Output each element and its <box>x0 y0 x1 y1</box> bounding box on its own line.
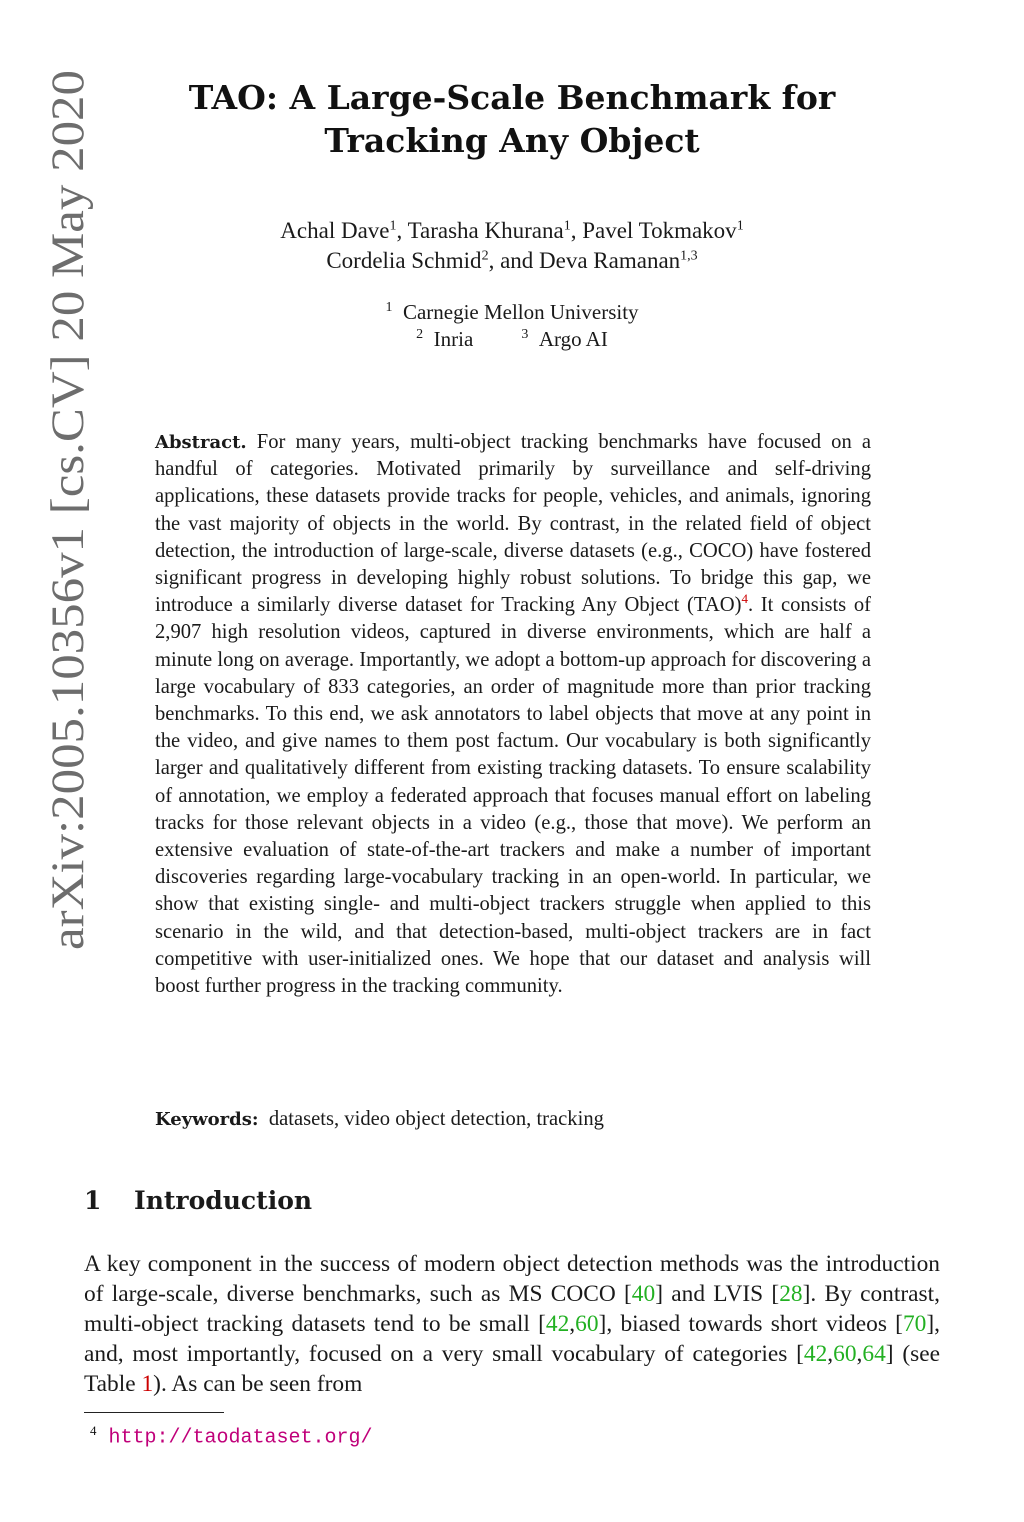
keywords-label: Keywords: <box>155 1109 259 1130</box>
author-name: Achal Dave <box>280 218 390 243</box>
citation-link[interactable]: 60 <box>833 1341 857 1367</box>
authors-line-2 <box>100 246 924 276</box>
author-name: , Tarasha Khurana <box>396 218 564 243</box>
arxiv-stamp-text: arXiv:2005.10356v1 [cs.CV] 20 May 2020 <box>42 138 94 950</box>
intro-text: ], and, most importantly, focused on a very small vocabulary of categories [ <box>84 1311 941 1367</box>
abstract <box>155 429 871 1000</box>
affiliations <box>100 299 924 353</box>
arxiv-stamp <box>8 60 108 960</box>
affiliation-argo: Argo AI <box>538 327 608 351</box>
author-affil-sup: 1 <box>736 218 744 234</box>
section-number: 1 <box>84 1186 102 1215</box>
table-ref-link[interactable]: 1 <box>141 1371 154 1397</box>
citation-link[interactable]: 60 <box>575 1311 599 1337</box>
abstract-label: Abstract. <box>155 432 247 453</box>
affil-sup: 3 <box>521 327 529 342</box>
intro-text: ). As can be seen from <box>153 1371 363 1397</box>
footnote-url-link[interactable]: http://taodataset.org/ <box>108 1426 373 1450</box>
footnote-mark: 4 <box>90 1423 97 1438</box>
author-affil-sup: 1,3 <box>680 248 698 264</box>
affiliation-line-1 <box>100 299 924 326</box>
author-name: , Pavel Tokmakov <box>570 218 737 243</box>
intro-text: ], biased towards short videos [ <box>598 1311 903 1337</box>
authors-line-1 <box>100 216 924 246</box>
footnote <box>90 1418 373 1452</box>
paper-title <box>100 76 924 162</box>
intro-text: , <box>827 1341 834 1367</box>
title-line-2: Tracking Any Object <box>324 121 700 160</box>
footnote-rule <box>84 1412 224 1413</box>
section-title: Introduction <box>134 1186 313 1215</box>
intro-text: ]. By contrast, multi-object tracking datasets tend to be small [ <box>84 1281 940 1337</box>
intro-text: , <box>856 1341 863 1367</box>
intro-text: , <box>569 1311 576 1337</box>
citation-link[interactable]: 64 <box>862 1341 886 1367</box>
intro-text: A key component in the success of modern object detection methods was the introduction of large-scale, diverse benchmarks, such as MS COCO [ <box>84 1251 940 1307</box>
section-heading <box>84 1184 312 1218</box>
author-affil-sup: 1 <box>389 218 397 234</box>
author-affil-sup: 2 <box>481 248 489 264</box>
title-line-1: TAO: A Large-Scale Benchmark for <box>188 78 836 117</box>
author-affil-sup: 1 <box>563 218 571 234</box>
abstract-text-cont: . It consists of 2,907 high resolution videos, captured in diverse environments, which are half a minute long on average. Importantly, we adopt a bottom-up approach for discovering a large vocabulary of 833 categories, an order of magnitude more than prior tracking benchmarks. To this end, we ask annotators to label objects that move at any point in the video, and give names to them post factum. Our vocabulary is both significantly larger and qualitatively different from existing tracking datasets. To ensure scalability of annotation, we employ a federated approach that focuses manual effort on labeling tracks for those relevant objects in a video (e.g., those that move). We perform an extensive evaluation of state-of-the-art trackers and make a number of important discoveries regarding large-vocabulary tracking in an open-world. In particular, we show that existing single- and multi-object trackers struggle when applied to this scenario in the wild, and that detection-based, multi-object trackers are in fact competitive with user-initialized ones. We hope that our dataset and analysis will boost further progress in the tracking community. <box>155 594 871 998</box>
citation-link[interactable]: 28 <box>779 1281 803 1307</box>
author-name: , and Deva Ramanan <box>488 248 681 273</box>
author-name: Cordelia Schmid <box>326 248 482 273</box>
affiliation-cmu: Carnegie Mellon University <box>402 300 639 324</box>
keywords-text: datasets, video object detection, tracking <box>268 1108 604 1130</box>
intro-text: ] (see Table <box>84 1341 940 1397</box>
citation-link[interactable]: 42 <box>545 1311 570 1337</box>
keywords <box>155 1106 871 1133</box>
affiliation-inria: Inria <box>433 327 474 351</box>
affil-sup: 1 <box>385 300 393 315</box>
affiliation-line-2 <box>100 326 924 353</box>
footnote-ref-link[interactable]: 4 <box>741 591 748 607</box>
citation-link[interactable]: 42 <box>803 1341 828 1367</box>
affil-sup: 2 <box>416 327 424 342</box>
citation-link[interactable]: 40 <box>631 1281 656 1307</box>
abstract-text: For many years, multi-object tracking benchmarks have focused on a handful of categories. Motivated primarily by surveillance and self-driving applications, these datasets provide tracks for people, vehicles, and animals, ignoring the vast majority of objects in the world. By contrast, in the related field of object detection, the introduction of large-scale, diverse datasets (e.g., COCO) have fostered significant progress in developing highly robust solutions. To bridge this gap, we introduce a similarly diverse dataset for Tracking Any Object (TAO) <box>155 431 871 617</box>
citation-link[interactable]: 70 <box>902 1311 927 1337</box>
intro-paragraph <box>84 1249 940 1399</box>
intro-text: ] and LVIS [ <box>655 1281 780 1307</box>
author-list <box>100 216 924 276</box>
